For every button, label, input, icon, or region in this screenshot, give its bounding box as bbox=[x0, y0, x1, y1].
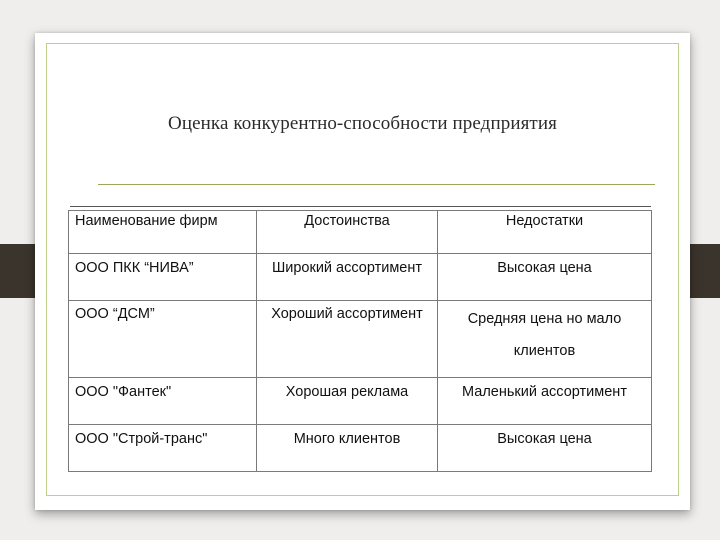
left-decorative-tab bbox=[0, 244, 36, 298]
cell-advantage: Хорошая реклама bbox=[257, 378, 438, 425]
slide-title: Оценка конкурентно-способности предприятия bbox=[168, 113, 557, 134]
table-top-rule bbox=[70, 206, 651, 207]
table-row bbox=[69, 425, 652, 472]
header-advantages: Достоинства bbox=[257, 211, 438, 254]
cell-advantage: Много клиентов bbox=[257, 425, 438, 472]
cell-disadvantage: Средняя цена но мало клиентов bbox=[438, 301, 652, 378]
table-row bbox=[69, 254, 652, 301]
cell-firm: ООО ПКК “НИВА” bbox=[69, 254, 257, 301]
table-row bbox=[69, 378, 652, 425]
cell-disadvantage: Высокая цена bbox=[438, 425, 652, 472]
cell-firm: ООО "Фантек" bbox=[69, 378, 257, 425]
table-row bbox=[69, 301, 652, 378]
table-header-row bbox=[69, 211, 652, 254]
cell-disadvantage: Маленький ассортимент bbox=[438, 378, 652, 425]
cell-firm: ООО “ДСМ” bbox=[69, 301, 257, 378]
title-underline bbox=[98, 184, 655, 185]
cell-firm: ООО "Строй-транс" bbox=[69, 425, 257, 472]
cell-advantage: Широкий ассортимент bbox=[257, 254, 438, 301]
competitiveness-table bbox=[68, 210, 652, 472]
cell-disadvantage: Высокая цена bbox=[438, 254, 652, 301]
header-disadvantages: Недостатки bbox=[438, 211, 652, 254]
right-decorative-tab bbox=[686, 244, 720, 298]
competitiveness-table-wrap bbox=[68, 206, 654, 456]
header-firm-name: Наименование фирм bbox=[69, 211, 257, 254]
slide bbox=[35, 33, 690, 510]
cell-advantage: Хороший ассортимент bbox=[257, 301, 438, 378]
